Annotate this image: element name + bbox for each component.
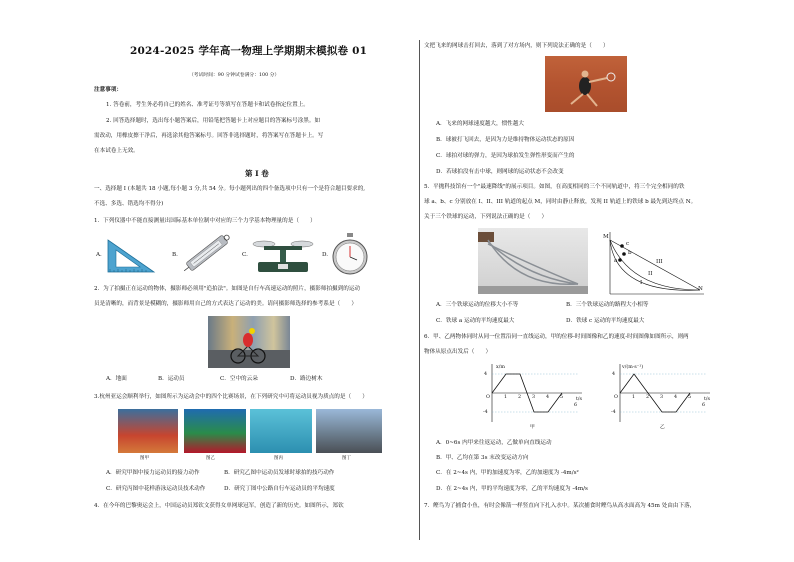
exam-subtitle: （考试时间：90 分钟试卷满分：100 分） bbox=[189, 73, 280, 78]
question-2-line: 员是清晰的，而背景是模糊的，摄影师用自己的方式表达了运动的美。请问摄影师选择的参考系是（ ） bbox=[94, 301, 357, 307]
q4-option-c: C．球拍对球的弹力，是因为球拍发生弹性形变而产生的 bbox=[436, 153, 575, 159]
q2-option-c: C．空中的云朵 bbox=[220, 376, 258, 382]
q6-option-a: A．0~6s 内甲来往返运动，乙做单向直线运动 bbox=[436, 440, 552, 446]
q6-option-b: B．甲、乙均在第 3s 末改变运动方向 bbox=[436, 455, 529, 461]
tennis-player-photo bbox=[545, 56, 627, 112]
q2-option-b: B．运动员 bbox=[158, 376, 185, 382]
notice-line: 需改动，用橡皮擦干净后，再选涂其他答案标号。回答非选择题时，将答案写在答题卡上。写 bbox=[94, 133, 324, 139]
graph-a-ylabel: x/m bbox=[496, 365, 505, 370]
swimming-photo bbox=[250, 409, 312, 453]
q4-option-d: D．若球拍没有击中球，则网球的运动状态不会改变 bbox=[436, 169, 564, 175]
q5-option-b: B．三个铁球运动的路程大小相等 bbox=[566, 302, 649, 308]
graph-b-tick-neg4: -4 bbox=[611, 410, 616, 415]
question-1-stem: 1．下列仪器中不能直接测量出国际基本单位制中对应的三个力学基本物理量的是（ ） bbox=[94, 218, 316, 224]
question-6-line: 6．甲、乙两物体同时从同一位置沿同一直线运动，甲的位移-时间图像和乙的速度-时间图像如图所示，则两 bbox=[424, 334, 689, 340]
graph-a-tick-x: 6 bbox=[574, 403, 578, 408]
stopwatch-image bbox=[330, 232, 370, 276]
diagram-label-iii: III bbox=[656, 259, 663, 265]
question-6-line: 物体从原点出发后（ ） bbox=[424, 349, 492, 355]
graph-b-tick-x: 4 bbox=[674, 395, 678, 400]
question-2-line: 2．为了拍摄正在运动的物体，摄影师必须用"追拍法"。如图是自行车高速运动的照片，摄影师拍摄到的运动 bbox=[94, 286, 361, 292]
cyclist-photo bbox=[208, 316, 290, 368]
q5-option-c: C．铁球 a 运动的平均速度最大 bbox=[436, 318, 515, 324]
graph-a-tick-x: 1 bbox=[504, 395, 508, 400]
q3-option-b: B．研究乙图中运动员发球时球拍的技巧动作 bbox=[224, 470, 335, 476]
question-5-line: 关于三个铁球的运动，下列说法正确的是（ ） bbox=[424, 214, 548, 220]
graph-b-ylabel: v/(m·s⁻¹) bbox=[622, 365, 644, 370]
set-square-image bbox=[104, 236, 160, 276]
q4-option-a: A．飞来的网球速度越大，惯性越大 bbox=[436, 121, 524, 127]
question-3-stem: 3.杭州亚运会顺利举行，如图所示为运动会中的四个比赛场景，在下列研究中可将运动员视为质点的是（ ） bbox=[94, 394, 368, 400]
relay-photo bbox=[118, 409, 178, 453]
q3-option-c: C．研究丙图中花样游泳运动员技术动作 bbox=[106, 486, 206, 492]
graph-v-t bbox=[606, 362, 716, 424]
diagram-label-i: I bbox=[640, 280, 643, 286]
diagram-label-c: c bbox=[626, 241, 630, 247]
graph-b-xlabel: t/s bbox=[704, 397, 711, 402]
section-intro: 不选、多选、错选均不得分) bbox=[94, 201, 164, 207]
q2-option-d: D．路边树木 bbox=[290, 376, 323, 382]
q5-option-a: A．三个铁球运动的位移大小不等 bbox=[436, 302, 519, 308]
graph-a-tick-4: 4 bbox=[484, 372, 488, 377]
column-divider bbox=[419, 40, 420, 540]
diagram-label-m: M bbox=[603, 234, 609, 240]
graph-b-tick-x: 5 bbox=[688, 395, 692, 400]
notice-line: 在本试卷上无效。 bbox=[94, 148, 139, 154]
notice-heading: 注意事项： bbox=[94, 87, 122, 93]
graph-b-tick-x: 2 bbox=[646, 395, 650, 400]
caption-yi: 图乙 bbox=[206, 456, 215, 461]
section-title: 第 I 卷 bbox=[245, 169, 269, 178]
caption-jia: 图甲 bbox=[140, 456, 149, 461]
road-cycling-photo bbox=[316, 409, 382, 453]
spring-scale-image bbox=[178, 230, 236, 276]
graph-b-tick-4: 4 bbox=[612, 372, 616, 377]
question-7-stem: 7．鲣鸟为了捕食小鱼，有时会像箭一样竖直向下扎入水中。某次捕食时鲣鸟从高水面高为 45m 处由由下落， bbox=[424, 503, 696, 509]
question-5-line: 5．平抛科技馆有一个"最速降线"的展示项目。如图，在高度相同的三个不同轨道中，将三个完全相同的铁 bbox=[424, 184, 685, 190]
graph-a-xlabel: t/s bbox=[576, 397, 583, 402]
graph-b-tick-x: 1 bbox=[632, 395, 636, 400]
graph-b-origin: O bbox=[614, 395, 618, 400]
notice-line: 2. 回答选择题时，选出每小题答案后，用铅笔把答题卡上对应题目的答案标号涂黑。如 bbox=[106, 118, 321, 124]
notice-line: 1. 答卷前，考生务必将自己的姓名、准考证号等填写在答题卡和试卷指定位置上。 bbox=[106, 102, 309, 108]
q4-option-b: B．球被打飞回去，是因为力是维持物体运动状态的原因 bbox=[436, 137, 575, 143]
graph-a-tick-x: 4 bbox=[546, 395, 550, 400]
question-5-line: 球 a、b、c 分别放在 I、II、III 轨道的起点 M，同时由静止释放，发现 II 轨道上的铁球 b 最先到达终点 N。 bbox=[424, 199, 697, 205]
q6-option-c: C．在 2~4s 内，甲的加速度为零，乙的加速度为 -4m/s² bbox=[436, 470, 579, 476]
diagram-label-ii: II bbox=[648, 271, 653, 277]
question-4-cont: 文把飞来的网球击打回去，落到了对方场内，则下列说法正确的是（ ） bbox=[424, 43, 609, 49]
graph-a-tick-x: 2 bbox=[518, 395, 522, 400]
q1-option-b: B. bbox=[172, 252, 178, 258]
balance-scale-image bbox=[250, 234, 316, 276]
question-4-stem: 4．在今年的巴黎奥运会上，中国运动员郑钦文获得女单网球冠军，创造了新的历史。如图所示，郑钦 bbox=[94, 503, 344, 509]
q6-option-d: D．在 2~4s 内，甲的平均速度为零，乙的平均速度为 -4m/s bbox=[436, 486, 588, 492]
graph-a-tick-neg4: -4 bbox=[483, 410, 488, 415]
table-tennis-photo bbox=[184, 409, 246, 453]
graph-b-tick-x: 6 bbox=[702, 403, 706, 408]
q1-option-c: C. bbox=[242, 252, 248, 258]
caption-ding: 图丁 bbox=[342, 456, 351, 461]
graph-a-tick-x: 3 bbox=[532, 395, 536, 400]
diagram-label-n: N bbox=[698, 286, 703, 292]
q5-option-d: D．铁球 c 运动的平均速度最大 bbox=[566, 318, 645, 324]
q2-option-a: A．地面 bbox=[106, 376, 127, 382]
page-title: 2024-2025 学年高一物理上学期期末模拟卷 01 bbox=[130, 45, 368, 57]
q1-option-a: A. bbox=[96, 252, 102, 258]
graph-a-caption: 甲 bbox=[530, 425, 535, 430]
graph-b-tick-x: 3 bbox=[660, 395, 664, 400]
graph-x-t bbox=[478, 362, 588, 424]
q3-option-a: A．研究甲图中接力运动员的接力动作 bbox=[106, 470, 200, 476]
caption-bing: 图丙 bbox=[274, 456, 283, 461]
diagram-label-b: b bbox=[628, 250, 632, 256]
section-intro: 一、选择题 I (本题共 18 小题,每小题 3 分,共 54 分。每小题列出的四个备选项中只有一个是符合题目要求的, bbox=[94, 186, 366, 192]
graph-b-caption: 乙 bbox=[660, 425, 665, 430]
graph-a-tick-x: 5 bbox=[560, 395, 564, 400]
q3-option-d: D．研究丁图中公路自行车运动员的平均速度 bbox=[224, 486, 335, 492]
track-apparatus-photo bbox=[478, 228, 588, 294]
diagram-label-a: a bbox=[614, 258, 618, 264]
graph-a-origin: O bbox=[486, 395, 490, 400]
q1-option-d: D. bbox=[322, 252, 329, 258]
